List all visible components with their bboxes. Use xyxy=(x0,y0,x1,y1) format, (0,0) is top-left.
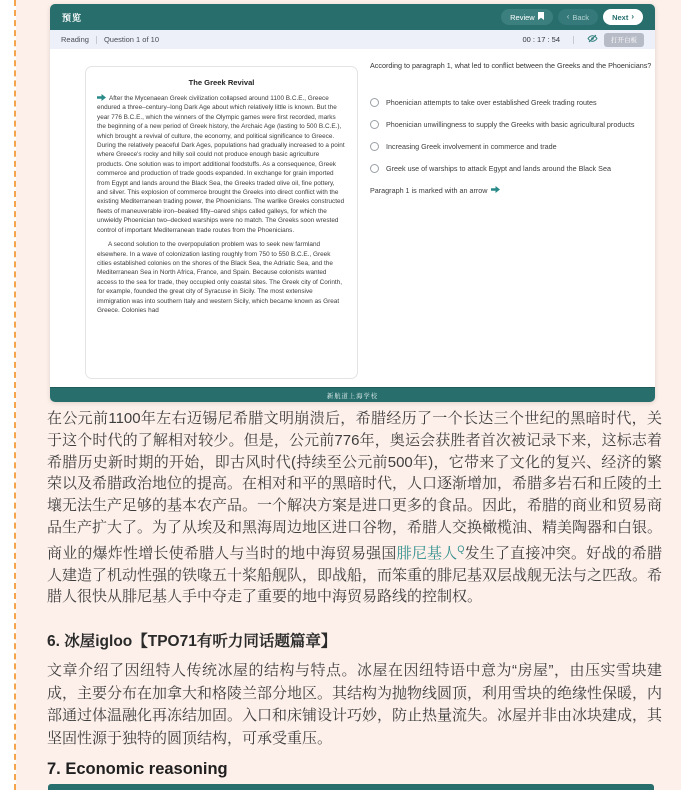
radio-icon[interactable] xyxy=(370,98,379,107)
section-6-heading: 6. 冰屋igloo【TPO71有听力同话题篇章】 xyxy=(47,633,337,650)
section-label: Reading xyxy=(61,35,89,44)
timer: 00 : 17 : 54 xyxy=(522,35,560,44)
phoenician-term-link[interactable] xyxy=(397,545,465,562)
paragraph-note xyxy=(370,186,655,195)
open-whiteboard-button[interactable]: 打开白板 xyxy=(604,33,644,47)
hide-timer-eye-off-icon[interactable] xyxy=(587,34,598,45)
translation-text-before: 在公元前1100年左右迈锡尼希腊文明崩溃后，希腊经历了一个长达三个世纪的黑暗时代，关于这个时代的了解相对较少。但是，公元前776年，奥运会获胜者首次被记录下来，这标志着希腊历史新时期的开始，即古风时代(持续至公元前500年)，它带来了文化的复兴、经济的繁荣以及希腊政治地位的提高。在相对和平的黑暗时代，人口逐渐增加，希腊多岩石和丘陵的土壤无法生产足够的基本农产品。一个解决方案是进口更多的食品。因此，希腊的商业和贸易商品生产扩大了。为了从埃及和黑海周边地区进口谷物，希腊人交换橄榄油、精美陶器和白银。商业的爆炸性增长使希腊人与当时的地中海贸易强国 xyxy=(47,410,663,562)
passage-paragraph-2: A second solution to the overpopulation problem was to seek new farmland elsewhere. In a wave of colonization lasting roughly from 750 to 550 B.C.E., Greek cities established colonies on the shores of the Black Sea, the Adriatic Sea, and the Mediterranean Sea in North Africa, France, and Spain. Because colonists wanted access to the sea for trade, they occupied only coastal sites. The Greek city of Corinth, for example, founded the great city of Syracuse in Sicily. The most extensive immigration was into southern Italy and western Sicily, which became known as Great Greece. Colonies had xyxy=(97,241,342,314)
preview-header xyxy=(50,4,655,30)
passage-title: The Greek Revival xyxy=(188,78,255,87)
section-7-heading: 7. Economic reasoning xyxy=(47,760,228,778)
answer-option-2[interactable] xyxy=(370,120,655,129)
back-button-label: Back xyxy=(572,12,590,22)
back-button[interactable] xyxy=(558,9,598,25)
section-6-body: 文章介绍了因纽特人传统冰屋的结构与特点。冰屋在因纽特语中意为“房屋”，由压实雪块建成，主要分布在加拿大和格陵兰部分地区。其结构为抛物线圆顶，利用雪块的绝缘性保暖，内部通过体温融化再冻结加固。入口和床铺设计巧妙，防止热量流失。冰屋并非由冰块建成，其坚固性源于独特的圆顶结构，可承受重压。 xyxy=(47,662,663,747)
answer-option-1[interactable] xyxy=(370,98,655,107)
translation-paragraph xyxy=(47,408,662,608)
bookmark-icon xyxy=(538,12,544,22)
paragraph-arrow-icon xyxy=(491,186,500,195)
divider xyxy=(573,36,574,44)
answer-option-2-label: Phoenician unwillingness to supply the Greeks with basic agricultural products xyxy=(386,120,635,129)
review-button-label: Review xyxy=(510,12,535,22)
next-screenshot-top-bar xyxy=(48,784,654,790)
divider xyxy=(96,36,97,44)
radio-icon[interactable] xyxy=(370,120,379,129)
passage-paragraph-1-text: After the Mycenaean Greek civilization collapsed around 1100 B.C.E., Greece endured a three–century–long Dark Age about which relatively little is known. But the year 776 B.C.E., which the winners of the Olympic games were first recorded, marks the beginning of a new period of Greek history, the Archaic Age (lasting to 500 B.C.E.), which brought a revival of culture, the economy, and political significance to Greece. During the relatively peaceful Dark Ages, populations had gradually increased to a point where Greece's rocky and hilly soil could not produce enough basic agriculture products. One solution was to import additional foodstuffs. As a consequence, Greek commerce and production of trade goods expanded. In exchange for grain imported from Egypt and lands around the Black Sea, the Greeks traded olive oil, fine pottery, and silver. This explosion of commerce brought the Greeks into direct conflict with the existing Mediterranean trading power, the Phoenicians. The warlike Greeks constructed fleets of maneuverable iron–beaked fifty–oared ships called galleys, for which the unwieldy Phoenician two–decked warships were no match. The Greeks soon wrested control of important Mediterranean trade routes from the Phoenicians. xyxy=(97,95,345,234)
question-panel xyxy=(370,61,655,195)
next-button-label: Next xyxy=(612,12,629,22)
passage-paragraph-1 xyxy=(97,94,346,235)
preview-footer xyxy=(50,387,655,402)
next-button[interactable] xyxy=(603,9,643,25)
radio-icon[interactable] xyxy=(370,164,379,173)
answer-option-3[interactable] xyxy=(370,142,655,151)
phoenician-term-text: 腓尼基人 xyxy=(396,544,458,562)
test-content-area xyxy=(50,49,655,387)
lookup-icon: Q xyxy=(457,543,465,554)
section-6 xyxy=(47,629,662,750)
status-bar xyxy=(50,30,655,49)
chevron-right-icon: › xyxy=(631,12,634,21)
answer-option-4-label: Greek use of warships to attack Egypt and lands around the Black Sea xyxy=(386,164,611,173)
passage-panel xyxy=(85,66,358,379)
paragraph-note-text: Paragraph 1 is marked with an arrow xyxy=(370,186,488,195)
left-margin-dashed-line xyxy=(0,0,16,790)
answer-option-4[interactable] xyxy=(370,164,655,173)
paragraph-arrow-icon xyxy=(97,94,106,103)
chevron-left-icon: ‹ xyxy=(566,12,570,21)
answer-option-1-label: Phoenician attempts to take over established Greek trading routes xyxy=(386,98,597,107)
question-prompt: According to paragraph 1, what led to conflict between the Greeks and the Phoenicians? xyxy=(370,61,652,70)
translation-text-after: 发生了直接冲突。好战的希腊人建造了机动性强的铁喙五十桨船舰队，即战船，而笨重的腓尼基双层战舰无法与之匹敌。希腊人很快从腓尼基人手中夺走了重要的地中海贸易路线的控制权。 xyxy=(47,544,663,606)
preview-title: 预览 xyxy=(62,12,83,23)
radio-icon[interactable] xyxy=(370,142,379,151)
answer-option-3-label: Increasing Greek involvement in commerce and trade xyxy=(386,142,557,151)
review-button[interactable] xyxy=(501,9,553,25)
watermark-text: 新航道上海学校 xyxy=(326,392,379,400)
question-progress: Question 1 of 10 xyxy=(103,35,159,44)
toefl-preview-window xyxy=(50,4,655,402)
